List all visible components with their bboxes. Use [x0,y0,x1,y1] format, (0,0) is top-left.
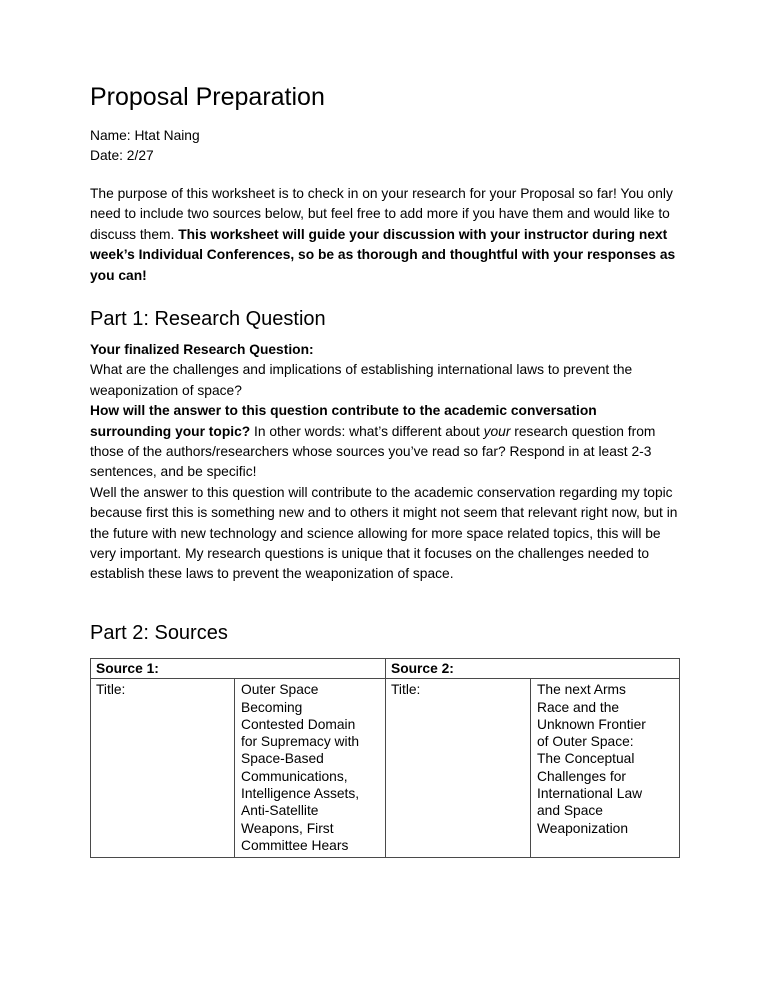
intro-bold-text: This worksheet will guide your discussion with your instructor during next week’s Individual Conferences, so be as thorough and thoughtful with your responses as you can! [90,226,676,283]
intro-text: The purpose of this worksheet is to check in on your research for your Proposal so far! You only need to include two sources below, but feel free to add more if you have them and would like to discuss them. [90,186,673,242]
source2-header-cell: Source 2: [386,659,680,679]
source2-title-value-cell: The next Arms Race and the Unknown Frontier of Outer Space: The Conceptual Challenges for International Law and Space Weaponization [531,679,680,858]
contribution-question-italic: your [483,423,511,439]
source2-title-label-cell: Title: [386,679,531,858]
source1-header-cell: Source 1: [91,659,386,679]
research-question-label-text: Your finalized Research Question: [90,342,314,357]
date-line: Date: 2/27 [90,148,154,164]
contribution-answer: Well the answer to this question will contribute to the academic conservation regarding my topic because first this is something new and to others it might not seem that relevant right now, but in the future with new technology and science allowing for more space related topics, this will be very important. My research questions is unique that it focuses on the challenges needed to establish these laws to prevent the weaponization of space. [90,484,678,582]
source1-title-label-cell: Title: [91,679,235,858]
part2-heading: Part 2: Sources [90,622,228,644]
meta-block [90,126,200,167]
contribution-question-text-a: In other words: what’s different about [250,423,484,439]
research-question-label [90,340,679,360]
sources-header-row [91,659,680,679]
part1-body [90,340,679,585]
research-question-answer: What are the challenges and implications of establishing international laws to prevent the weaponization of space? [90,362,633,398]
contribution-question [90,401,679,483]
sources-title-row [91,679,680,858]
sources-table [90,658,680,858]
intro-paragraph [90,184,679,286]
name-line: Name: Htat Naing [90,128,200,143]
contribution-question-bold: How will the answer to this question contribute to the academic conversation surrounding your topic? [90,403,597,439]
document-title: Proposal Preparation [90,83,325,111]
part1-heading: Part 1: Research Question [90,308,326,330]
contribution-question-text-b: research question from those of the authors/researchers whose sources you’ve read so far? Respond in at least 2-3 sentences, and be specific! [90,423,656,480]
source1-title-value-cell: Outer Space Becoming Contested Domain for Supremacy with Space-Based Communications, Intelligence Assets, Anti-Satellite Weapons, First Committee Hears [235,679,386,858]
